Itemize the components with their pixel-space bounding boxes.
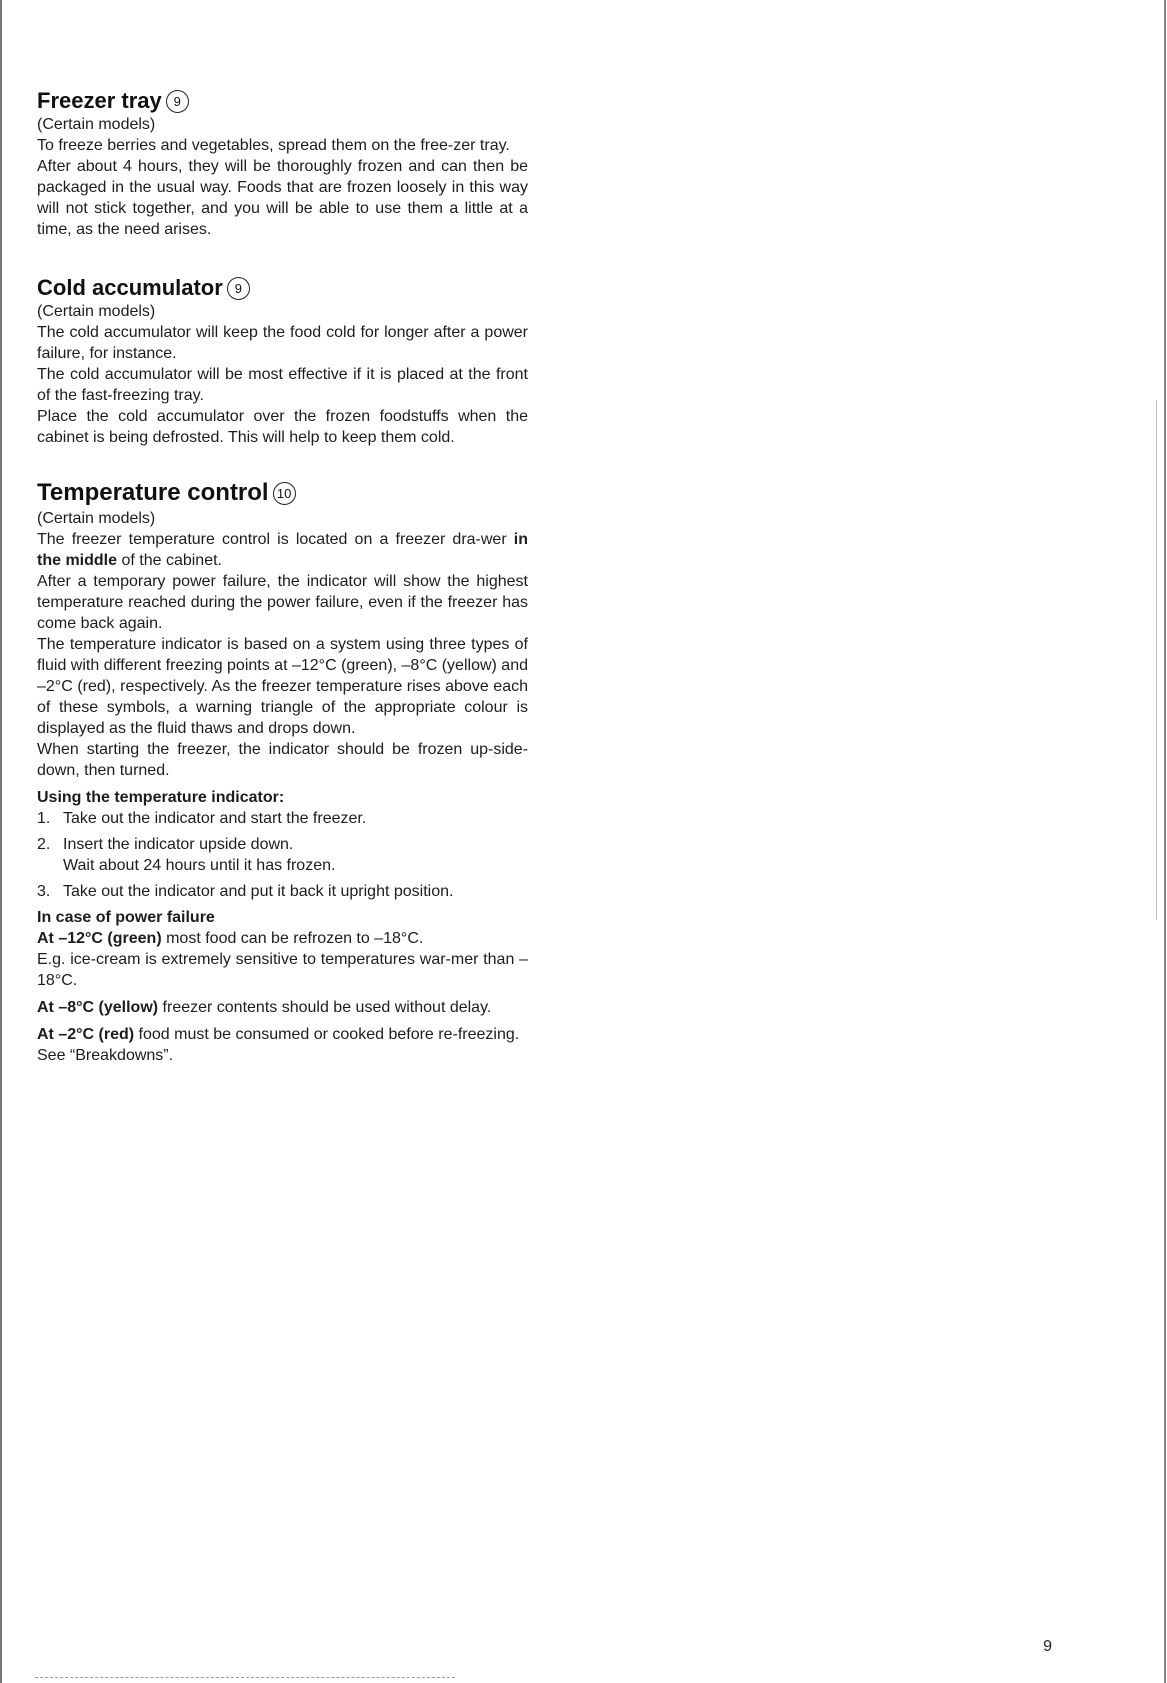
circled-number-icon: 10 [273,482,296,505]
step-text: Take out the indicator and put it back it upright position. [63,882,454,900]
step-number: 2. [37,835,51,853]
models-note: (Certain models) [37,303,156,321]
paragraph: After about 4 hours, they will be thoroughly frozen and can then be packaged in the usual way. Foods that are frozen loosely in this way will not stick together, and you will be able to use them a little at a time, as the need arises. [37,158,528,239]
text-run-bold: At –8°C (yellow) [37,998,159,1016]
subheading-using-indicator: Using the temperature indicator: [37,788,285,806]
page-number: 9 [1043,1638,1052,1655]
scan-edge-right [1164,0,1166,1683]
step-body [63,834,335,876]
step-note: Wait about 24 hours until it has frozen. [63,856,336,874]
list-item [37,808,528,829]
list-item [37,881,528,902]
heading-text: Freezer tray [37,88,162,113]
divider [35,1677,455,1678]
paragraph: When starting the freezer, the indicator should be frozen up-side-down, then turned. [37,740,528,779]
section-heading [37,88,528,114]
paragraph-red [37,1024,528,1045]
heading-text: Cold accumulator [37,275,223,300]
subheading-power-failure: In case of power failure [37,908,215,926]
section-heading [37,275,528,301]
paragraph: To freeze berries and vegetables, spread them on the free-zer tray. [37,137,510,155]
text-run: food must be consumed or cooked before re-freezing. [134,1025,520,1043]
paragraph: The temperature indicator is based on a system using three types of fluid with different freezing points at –12°C (green), –8°C (yellow) and –2°C (red), respectively. As the freezer temperature rises above each of these symbols, a warning triangle of the appropriate colour is displayed as the fluid thaws and drops down. [37,635,528,737]
circled-number-icon: 9 [166,90,189,113]
steps-list [37,808,528,902]
step-text: Take out the indicator and start the freezer. [63,809,367,827]
section-heading [37,479,528,508]
paragraph: See “Breakdowns”. [37,1046,174,1064]
paragraph-yellow [37,997,528,1018]
paragraph: E.g. ice-cream is extremely sensitive to temperatures war-mer than –18°C. [37,950,528,989]
text-run-bold: At –12°C (green) [37,929,162,947]
text-run-bold: in the middle [37,530,528,569]
heading-text: Temperature control [37,479,269,506]
section-freezer-tray [37,88,528,240]
paragraph: The cold accumulator will keep the food cold for longer after a power failure, for instance. [37,324,528,363]
list-item [37,834,528,876]
step-number: 1. [37,809,51,827]
text-run-bold: At –2°C (red) [37,1025,135,1043]
text-run: most food can be refrozen to –18°C. [161,929,424,947]
models-note: (Certain models) [37,116,156,134]
paragraph-green [37,928,528,949]
text-run: freezer contents should be used without delay. [158,998,492,1016]
step-text: Insert the indicator upside down. [63,835,294,853]
scan-edge-left [0,0,2,1683]
paragraph: Place the cold accumulator over the frozen foodstuffs when the cabinet is being defrosted. This will help to keep them cold. [37,408,528,447]
paragraph: The cold accumulator will be most effective if it is placed at the front of the fast-freezing tray. [37,366,528,405]
scan-edge-right-inner [1156,400,1157,920]
section-temperature-control [37,479,528,1066]
text-run: The freezer temperature control is located on a freezer dra-wer [37,530,514,548]
circled-number-icon: 9 [227,277,250,300]
models-note: (Certain models) [37,509,156,527]
text-run: of the cabinet. [117,551,222,569]
step-number: 3. [37,882,51,900]
section-cold-accumulator [37,275,528,448]
paragraph: After a temporary power failure, the indicator will show the highest temperature reached during the power failure, even if the freezer has come back again. [37,572,528,632]
paragraph [37,529,528,571]
